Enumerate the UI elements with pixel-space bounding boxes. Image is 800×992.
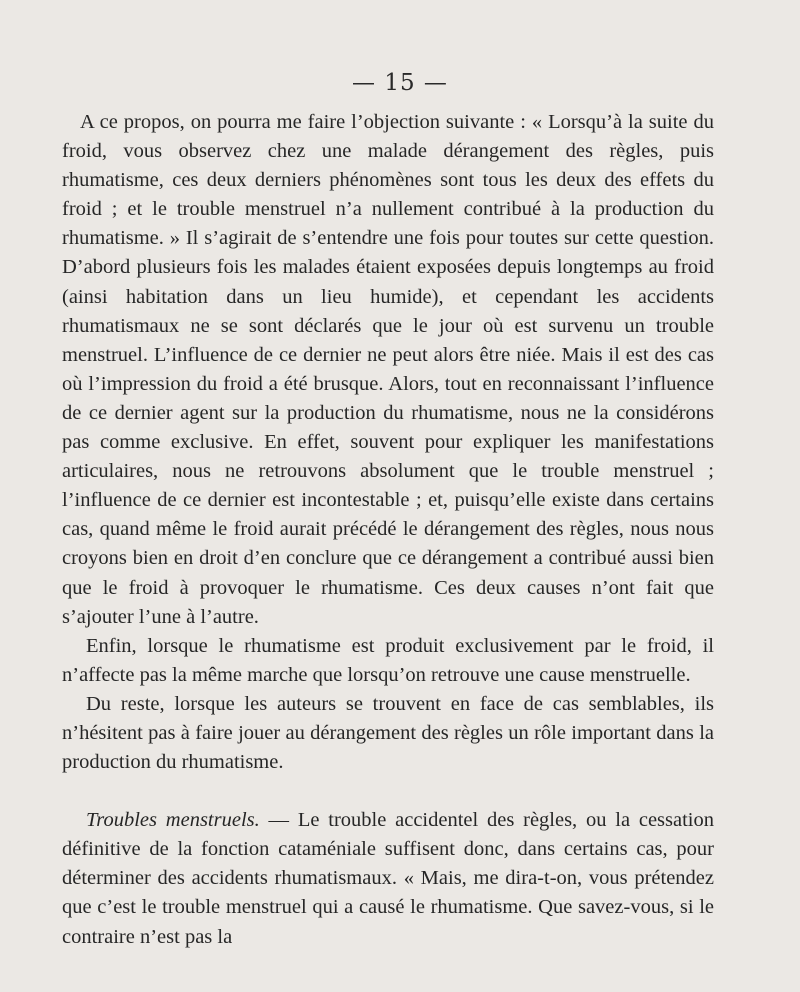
section-text: — Le trouble accidentel des règles, ou la cessation définitive de la fonction cataméniale suffisent donc, dans certains cas, pour déterminer des accidents rhumatismaux. « Mais, me dira-t-on, vous prétendez que c’est le trouble menstruel qui a causé le rhumatisme. Que savez-vous, si le contraire n’est pas la [62,809,715,948]
paragraph-du-reste: Du reste, lorsque les auteurs se trouvent en face de cas semblables, ils n’hésitent pas à faire jouer au dérangement des règles un rôle important dans la production du rhumatisme. [62,692,714,774]
page-number: — 15 — [352,70,448,96]
paragraph-troubles-menstruels [62,806,714,951]
paragraph-objection: A ce propos, on pourra me faire l’objection suivante : « Lorsqu’à la suite du froid, vous observez chez une malade dérangement des règles, puis rhumatisme, ces deux derniers phénomènes sont tous les deux des effets du froid ; et le trouble menstruel n’a nullement contribué à la production du rhumatisme. » Il s’agirait de s’entendre une fois pour toutes sur cette question. D’abord plusieurs fois les malades étaient exposées depuis longtemps au froid (ainsi habitation dans un lieu humide), et cependant les accidents rhumatismaux ne se sont déclarés que le jour où est survenu un trouble menstruel. L’influence de ce dernier ne peut alors être niée. Mais il est des cas où l’impression du froid a été brusque. Alors, tout en reconnaissant l’influence de ce dernier agent sur la production du rhumatisme, nous ne la considérons pas comme exclusive. En effet, souvent pour expliquer les manifestations articulaires, nous ne retrouvons absolument que le trouble menstruel ; l’influence de ce dernier est incontestable ; et, puisqu’elle existe dans certains cas, quand même le froid aurait précédé le dérangement des règles, nous nous croyons bien en droit d’en conclure que ce dérangement a contribué aussi bien que le froid à provoquer le rhumatisme. Ces deux causes n’ont fait que s’ajouter l’une à l’autre. [62,111,714,628]
paragraph-enfin: Enfin, lorsque le rhumatisme est produit exclusivement par le froid, il n’affecte pas la même marche que lorsqu’on retrouve une cause menstruelle. [62,634,714,686]
body-text [62,108,714,952]
section-heading: Troubles menstruels. [86,809,260,832]
